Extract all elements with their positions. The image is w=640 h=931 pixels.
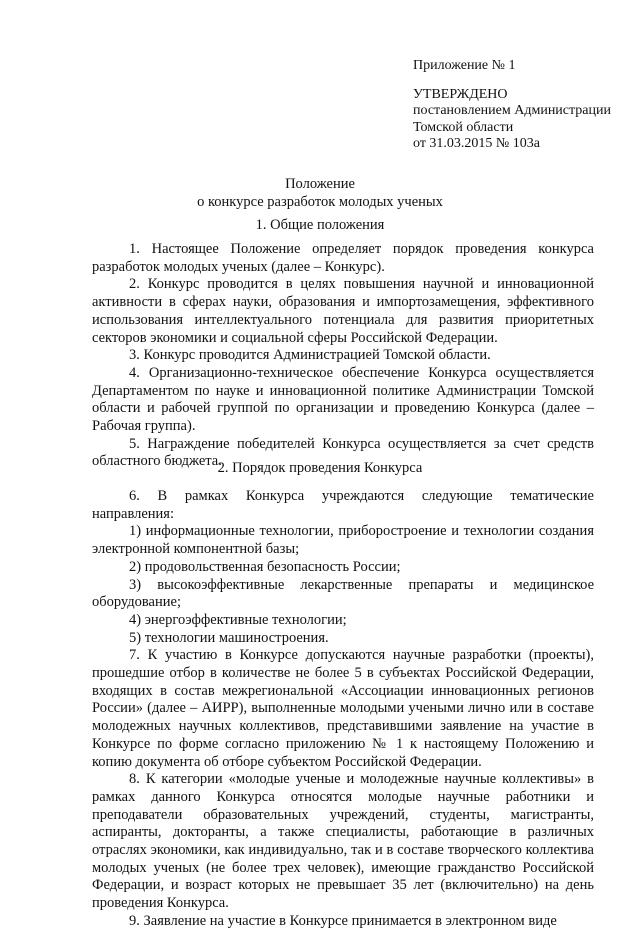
- approval-line-1: постановлением Администрации: [413, 103, 611, 118]
- paragraph-6-item-1: 1) информационные технологии, приборостроение и технологии создания электронной компонентной базы;: [92, 523, 594, 558]
- paragraph-2: 2. Конкурс проводится в целях повышения научной и инновационной активности в сферах науки, образования и импортозамещения, эффективного использования интеллектуального потенциала для развития приоритетных секторов экономики и социальной сферы Российской Федерации.: [92, 276, 594, 346]
- section-2-heading: 2. Порядок проведения Конкурса: [217, 460, 423, 476]
- paragraph-6-item-2: 2) продовольственная безопасность России;: [129, 558, 401, 575]
- paragraph-6: 6. В рамках Конкурса учреждаются следующие тематические направления:: [92, 488, 594, 522]
- paragraph-3: 3. Конкурс проводится Администрацией Томской области.: [129, 347, 491, 364]
- document-title: [0, 176, 640, 211]
- paragraph-6-item-5: 5) технологии машиностроения.: [129, 629, 329, 646]
- section-1-heading: 1. Общие положения: [255, 217, 385, 233]
- paragraph-7: 7. К участию в Конкурсе допускаются научные разработки (проекты), прошедшие отбор в количестве не более 5 в субъектах Российской Федерации, входящих в состав межрегиональной «Ассоциации инновационных регионов России» (далее – АИРР), выполненные молодыми учеными лично или в составе молодежных научных коллективов, представившими заявление на участие в Конкурсе по форме согласно приложению № 1 к настоящему Положению и копию документа об отборе субъектом Российской Федерации.: [92, 647, 594, 770]
- paragraph-8: 8. К категории «молодые ученые и молодежные научные коллективы» в рамках данного Конкурса относятся молодые научные работники и преподаватели образовательных учреждений, студенты, магистранты, аспиранты, докторанты, а также специалисты, работающие в различных отраслях экономики, как индивидуально, так и в составе творческого коллектива молодых ученых (не более трех человек), имеющие гражданство Российской Федерации, и возраст которых не превышает 35 лет (включительно) на день проведения Конкурса.: [92, 771, 594, 912]
- section-2-body: [92, 488, 594, 931]
- paragraph-5: 5. Награждение победителей Конкурса осуществляется за счет средств областного бюджета.: [92, 435, 594, 470]
- section-1-body: [92, 241, 594, 471]
- approved-stamp-text: УТВЕРЖДЕНО: [413, 86, 508, 102]
- paragraph-1: 1. Настоящее Положение определяет порядок проведения конкурса разработок молодых ученых (далее – Конкурс).: [92, 241, 594, 275]
- title-line-2: о конкурсе разработок молодых ученых: [197, 193, 443, 210]
- appendix-number: Приложение № 1: [413, 58, 516, 73]
- paragraph-6-item-4: 4) энергоэффективные технологии;: [129, 611, 347, 628]
- approval-line-2: Томской области: [413, 119, 514, 135]
- paragraph-9: 9. Заявление на участие в Конкурсе принимается в электронном виде: [129, 912, 557, 929]
- approval-date-number: от 31.03.2015 № 103а: [413, 136, 541, 151]
- title-line-1: Положение: [285, 176, 355, 192]
- paragraph-4: 4. Организационно-техническое обеспечение Конкурса осуществляется Департаментом по науке и инновационной политике Администрации Томской области и рабочей группой по организации и проведению Конкурса (далее – Рабочая группа).: [92, 364, 594, 435]
- paragraph-6-item-3: 3) высокоэффективные лекарственные препараты и медицинское оборудование;: [92, 576, 594, 611]
- approval-block: [413, 58, 611, 153]
